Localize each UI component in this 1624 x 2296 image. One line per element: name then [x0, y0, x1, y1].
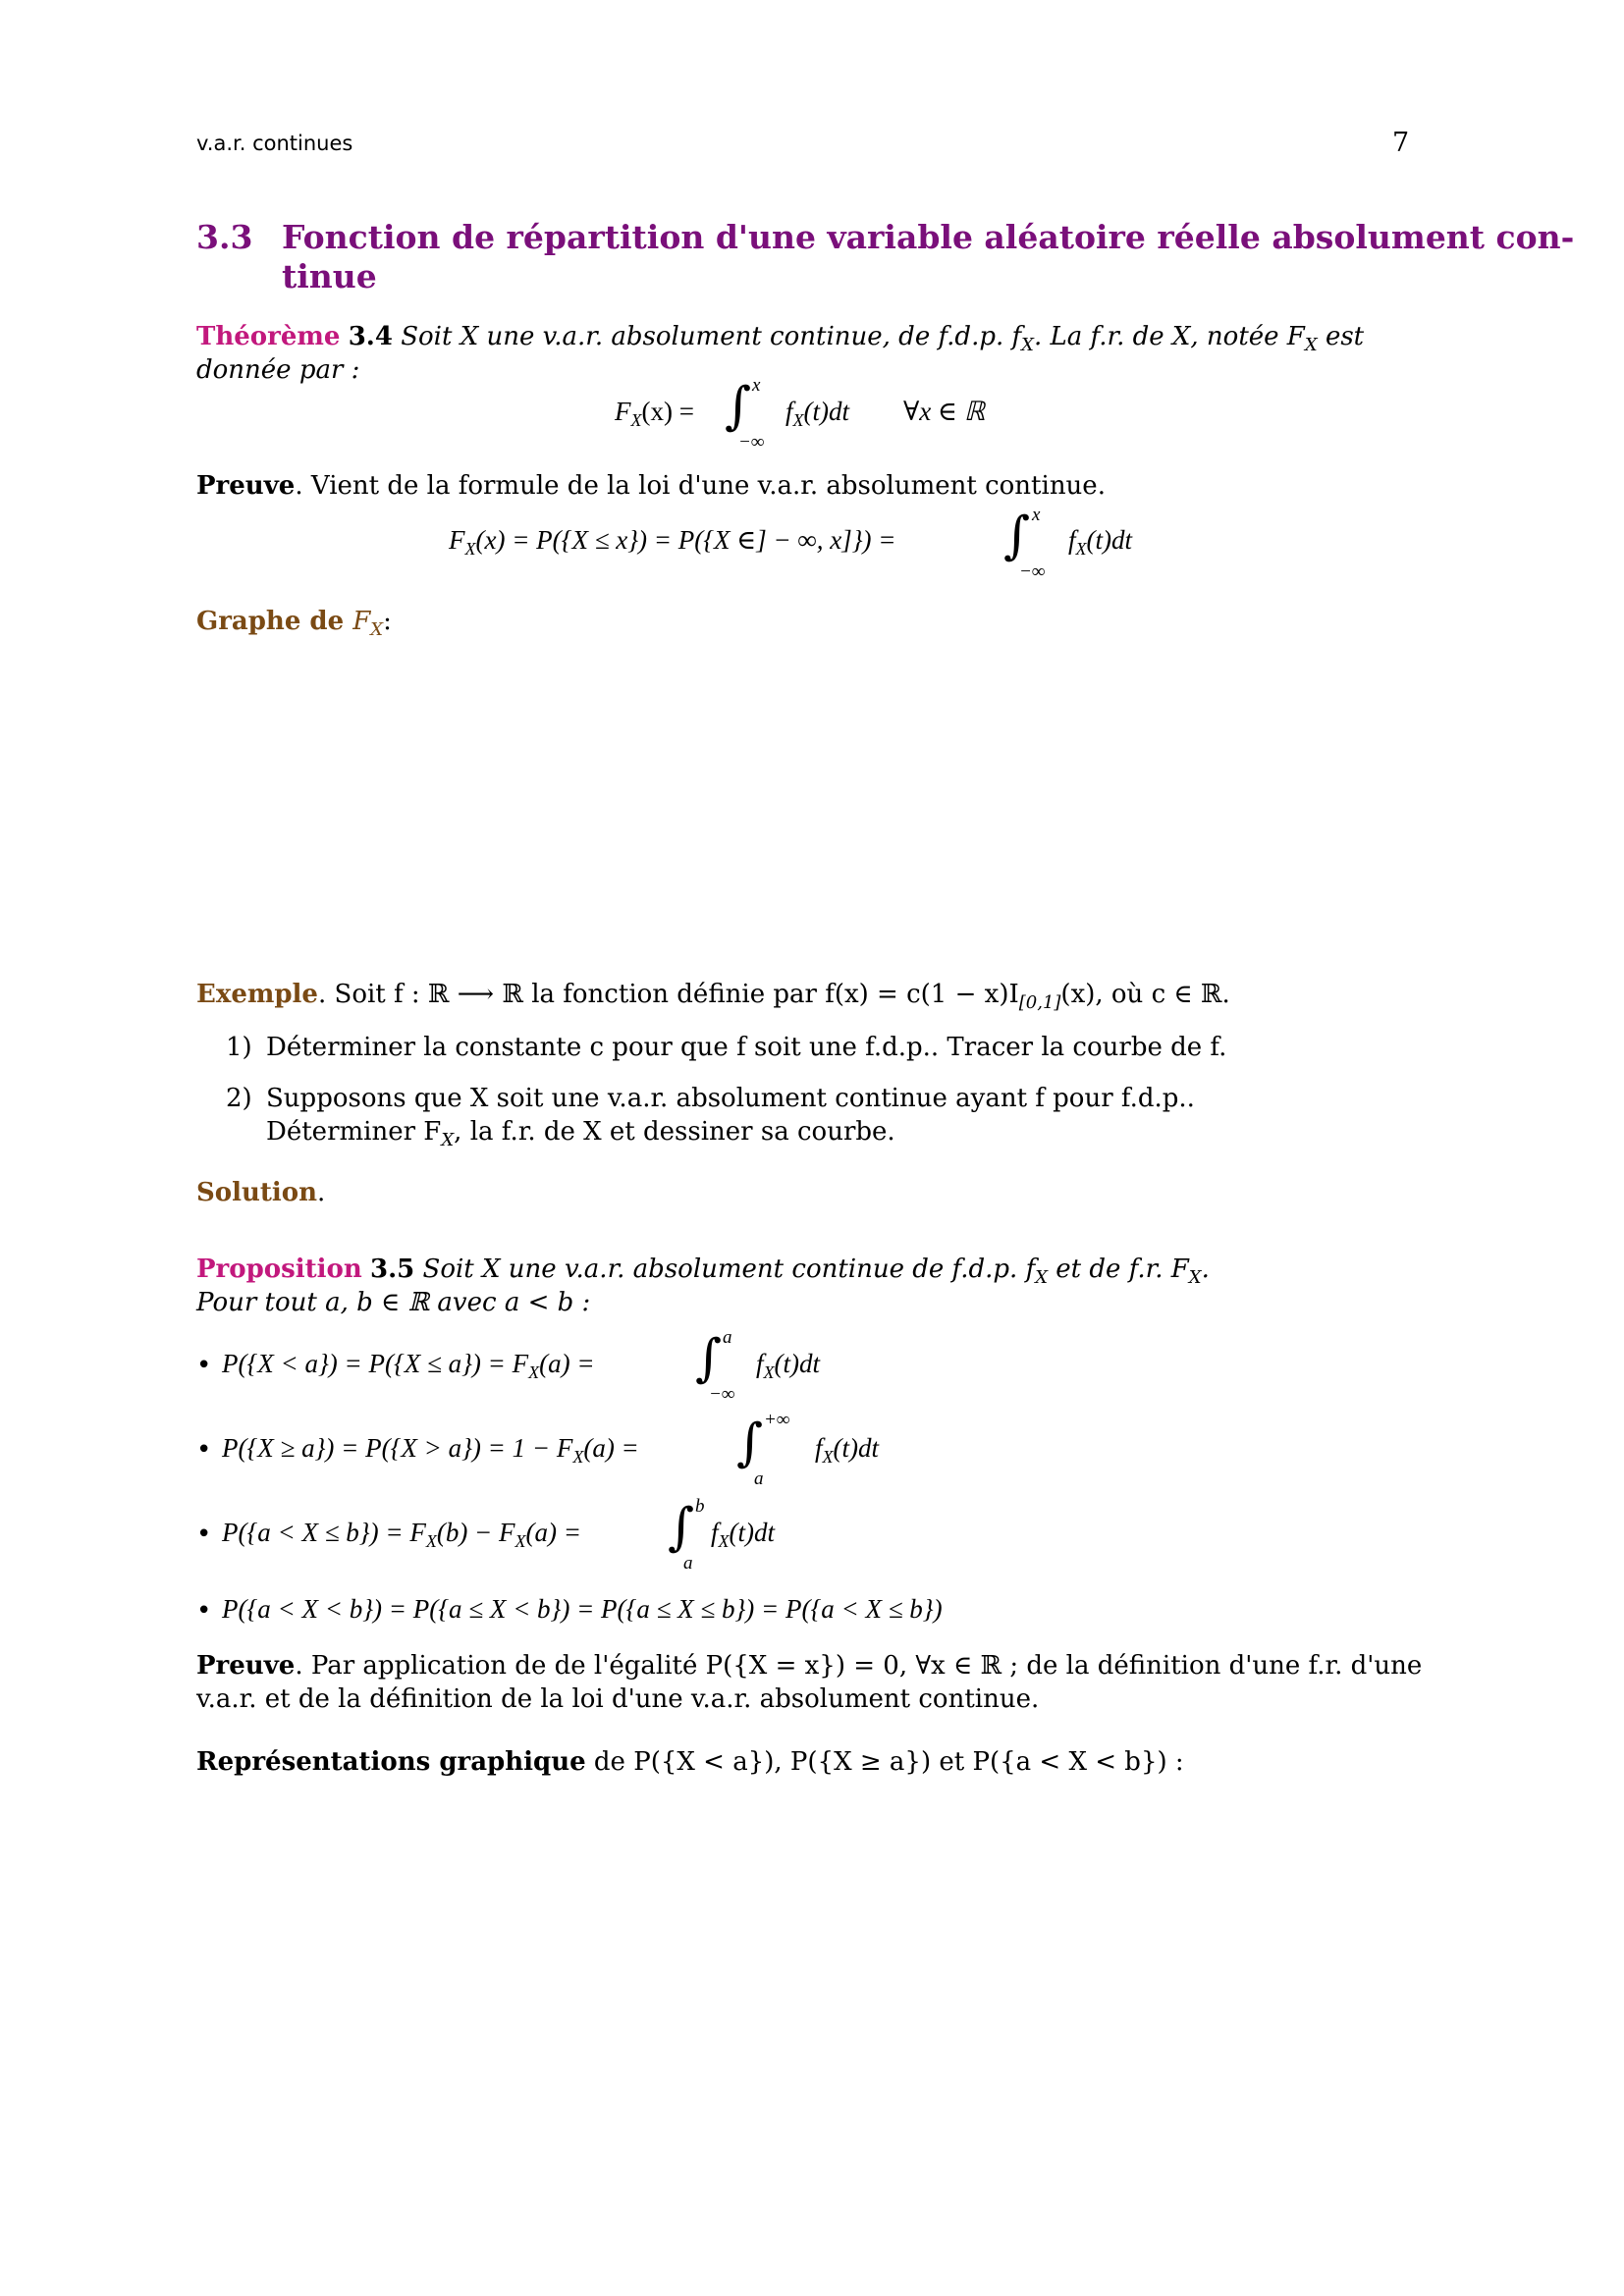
integral-lower-limit: −∞: [709, 1384, 735, 1405]
proposition-bullet-2-integrand: $f_X(t)dt$: [815, 1433, 880, 1467]
proposition-number: 3.5: [370, 1255, 415, 1284]
example-item-2-num: 2): [226, 1084, 252, 1113]
example: Exemple. Soit f : ℝ ⟶ ℝ la fonction définie par $f(x) = c(1 - x)I_{[0,1]}(x)$, où c ∈ ℝ.: [196, 980, 1230, 1013]
integral-lower-limit: a: [683, 1553, 693, 1574]
proposition-statement: Proposition 3.5 Soit X une v.a.r. absolument continue de f.d.p. $f_X$ et de f.r. $F_X$.: [196, 1255, 1210, 1288]
graph-heading: Graphe de $F_X$:: [196, 607, 392, 640]
section-title-line2: tinue: [282, 257, 377, 295]
bullet: •: [196, 1435, 212, 1465]
page-number: 7: [1392, 128, 1410, 158]
proposition-bullet-1: $P(\{X < a\}) = P(\{X \le a\}) = F_X(a)$ =: [222, 1349, 595, 1382]
integral-lower-limit: −∞: [1019, 561, 1046, 582]
proposition-bullet-3: $P(\{a < X \le b\}) = F_X(b) - F_X(a)$ =: [222, 1518, 581, 1551]
proof1-label: Preuve: [196, 471, 296, 501]
proof1: [196, 469, 1106, 503]
solution-heading: Solution.: [196, 1178, 326, 1207]
proof1-formula-integrand: $f_X(t)dt$: [1068, 525, 1133, 559]
integral-sign: ∫: [725, 377, 752, 436]
theorem-text: Soit X une v.a.r. absolument continue, de f.d.p. $f_X$. La f.r. de X, notée $F_X$ est: [401, 322, 1365, 355]
integral-sign: ∫: [1003, 507, 1031, 565]
bullet: •: [196, 1520, 212, 1549]
theorem-formula-quantifier: ∀x ∈ ℝ: [903, 397, 986, 426]
proposition-bullet-4: P({a < X < b}) = P({a ≤ X < b}) = P({a ≤ X ≤ b}) = P({a < X ≤ b}): [222, 1594, 943, 1624]
bullet: •: [196, 1596, 212, 1626]
integral-upper-limit: b: [695, 1496, 705, 1517]
proposition-line2: Pour tout a, b ∈ ℝ avec a < b :: [196, 1288, 591, 1317]
integral-lower-limit: −∞: [738, 432, 765, 453]
integral-sign: ∫: [736, 1414, 764, 1472]
integral-lower-limit: a: [754, 1468, 764, 1489]
integral-upper-limit: +∞: [764, 1410, 790, 1430]
proposition-bullet-2: $P(\{X \ge a\}) = P(\{X > a\}) = 1 - F_X(a)$ =: [222, 1433, 639, 1467]
integral-sign: ∫: [668, 1498, 695, 1557]
theorem-statement: [196, 320, 1364, 362]
example-item-1-num: 1): [226, 1033, 252, 1062]
example-item-2-text-line2: Déterminer $F_X$, la f.r. de X et dessiner sa courbe.: [266, 1117, 895, 1150]
example-item-1-text: Déterminer la constante c pour que f soit une f.d.p.. Tracer la courbe de f.: [266, 1033, 1227, 1062]
section-number: 3.3: [196, 218, 253, 256]
example-item-2-text: Supposons que X soit une v.a.r. absolument continue ayant f pour f.d.p..: [266, 1084, 1195, 1113]
proposition-bullet-1-integrand: $f_X(t)dt$: [756, 1349, 821, 1382]
theorem-formula-integrand: $f_X(t)dt$: [785, 397, 850, 430]
proof2: Preuve. Par application de de l'égalité P({X = x}) = 0, ∀x ∈ ℝ ; de la définition d'une f.r. d'une: [196, 1651, 1423, 1681]
integral-upper-limit: x: [1032, 505, 1041, 525]
proposition-label: Proposition: [196, 1255, 362, 1284]
running-title: v.a.r. continues: [196, 132, 353, 155]
theorem-number: 3.4: [348, 322, 393, 351]
proof2-label: Preuve: [196, 1651, 296, 1681]
proposition-bullet-3-integrand: $f_X(t)dt$: [711, 1518, 776, 1551]
integral-upper-limit: a: [723, 1327, 732, 1348]
theorem-formula-lhs: $F_X(x)$ =: [615, 397, 694, 430]
theorem-text-line2: donnée par :: [196, 355, 360, 385]
section-title-line1: Fonction de répartition d'une variable aléatoire réelle absolument con-: [282, 218, 1575, 256]
integral-sign: ∫: [695, 1329, 723, 1388]
example-label: Exemple: [196, 980, 318, 1009]
integral-upper-limit: x: [752, 375, 761, 396]
proof2-line2: v.a.r. et de la définition de la loi d'une v.a.r. absolument continue.: [196, 1684, 1040, 1714]
theorem-label: Théorème: [196, 322, 341, 351]
proof1-formula: $F_X(x) = P(\{X \le x\}) = P(\{X$ ∈] − ∞, x]}) =: [449, 525, 896, 559]
proof1-text: . Vient de la formule de la loi d'une v.a.r. absolument continue.: [295, 471, 1106, 501]
bullet: •: [196, 1351, 212, 1380]
representations-heading: Représentations graphique de P({X < a}), P({X ≥ a}) et P({a < X < b}) :: [196, 1747, 1184, 1777]
